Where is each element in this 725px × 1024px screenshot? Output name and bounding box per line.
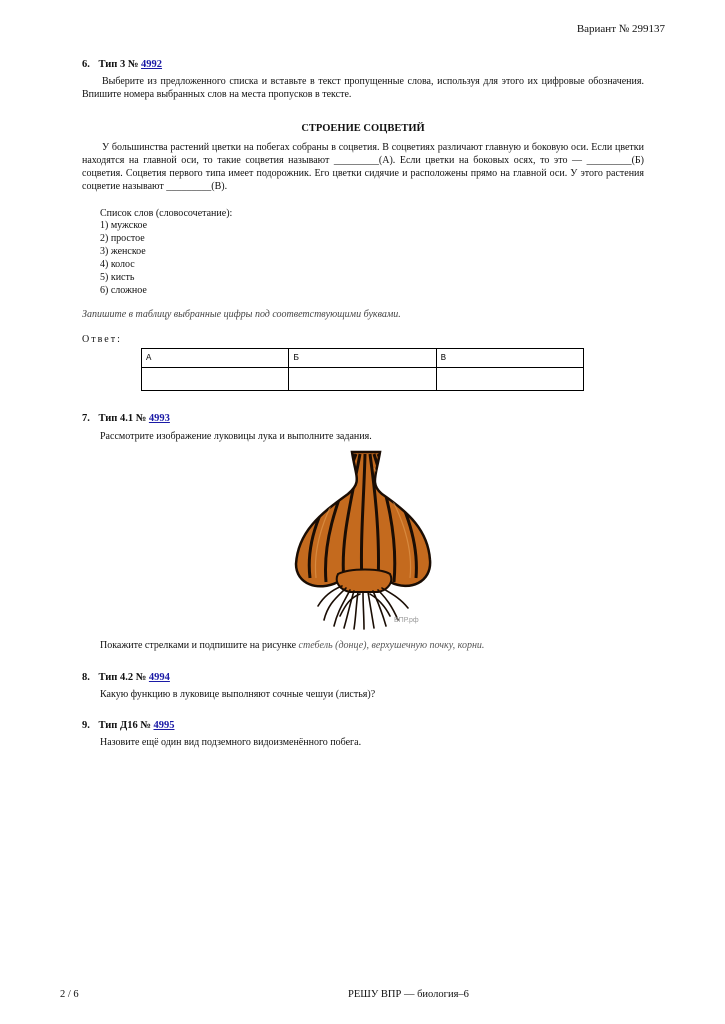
footer-title: РЕШУ ВПР — биология–6 xyxy=(348,989,469,1000)
task-9-question: Назовите ещё один вид подземного видоизменённого побега. xyxy=(100,737,362,748)
task-8-link[interactable]: 4994 xyxy=(148,672,170,683)
answer-header-c: В xyxy=(436,349,583,368)
task-7-type: Тип 4.1 № xyxy=(98,413,147,424)
task-9-number: 9. xyxy=(82,720,90,731)
task-9-heading xyxy=(82,719,175,732)
task-7-number: 7. xyxy=(82,413,90,424)
list-item: 5) кисть xyxy=(100,272,135,283)
task-8-number: 8. xyxy=(82,672,90,683)
answer-header-b: Б xyxy=(289,349,436,368)
list-item: 4) колос xyxy=(100,259,135,270)
task-8-type: Тип 4.2 № xyxy=(98,672,147,683)
task-6-type: Тип 3 № xyxy=(98,59,139,70)
watermark-text: ВПР.рф xyxy=(394,617,419,624)
onion-bulb-image xyxy=(290,448,440,630)
answer-cell-b[interactable] xyxy=(289,368,436,391)
task-7-heading xyxy=(82,412,170,425)
task-7-terms: стебель (донце), верхушечную почку, корни. xyxy=(298,640,485,651)
answer-table xyxy=(141,348,584,391)
page-number: 2 / 6 xyxy=(60,989,79,1000)
task-6-number: 6. xyxy=(82,59,90,70)
table-hint: Запишите в таблицу выбранные цифры под соответствующими буквами. xyxy=(82,309,401,320)
list-item: 6) сложное xyxy=(100,285,147,296)
task-8-question: Какую функцию в луковице выполняют сочные чешуи (листья)? xyxy=(100,689,376,700)
task-7-question: Рассмотрите изображение луковицы лука и выполните задания. xyxy=(100,431,372,442)
task-8-heading xyxy=(82,671,170,684)
answer-label: Ответ: xyxy=(82,334,122,345)
task-9-link[interactable]: 4995 xyxy=(153,720,175,731)
task-6-intro: Выберите из предложенного списка и вставьте в текст пропущенные слова, используя для этого их цифровые обозначения. Впишите номера выбранных слов на места пропусков в тексте. xyxy=(82,76,644,100)
task-7-instruction xyxy=(100,639,484,652)
answer-cell-c[interactable] xyxy=(436,368,583,391)
task-6-heading xyxy=(82,58,162,71)
task-6-link[interactable]: 4992 xyxy=(141,59,163,70)
word-list xyxy=(100,219,147,297)
task-6-text: У большинства растений цветки на побегах собраны в соцветия. В соцветиях различают главную и боковую оси. Если цветки находятся на главной оси, то такие соцветия называют _________(А). Если цветки на боковых осях, то это — _________(Б) соцветия. Соцветия первого типа имеет подорожник. Его цветки сидячие и расположены прямо на главной оси. У этого растения соцветие называют _________(В). xyxy=(82,142,644,192)
word-list-title: Список слов (словосочетание): xyxy=(100,208,233,219)
list-item: 3) женское xyxy=(100,246,146,257)
list-item: 1) мужское xyxy=(100,220,148,231)
task-9-type: Тип Д16 № xyxy=(98,720,151,731)
task-7-instruction-text: Покажите стрелками и подпишите на рисунке xyxy=(100,640,299,651)
variant-number: Вариант № 299137 xyxy=(576,23,665,35)
task-6-title: СТРОЕНИЕ СОЦВЕТИЙ xyxy=(301,123,425,134)
answer-header-a: А xyxy=(142,349,289,368)
list-item: 2) простое xyxy=(100,233,145,244)
task-7-link[interactable]: 4993 xyxy=(148,413,170,424)
answer-cell-a[interactable] xyxy=(142,368,289,391)
